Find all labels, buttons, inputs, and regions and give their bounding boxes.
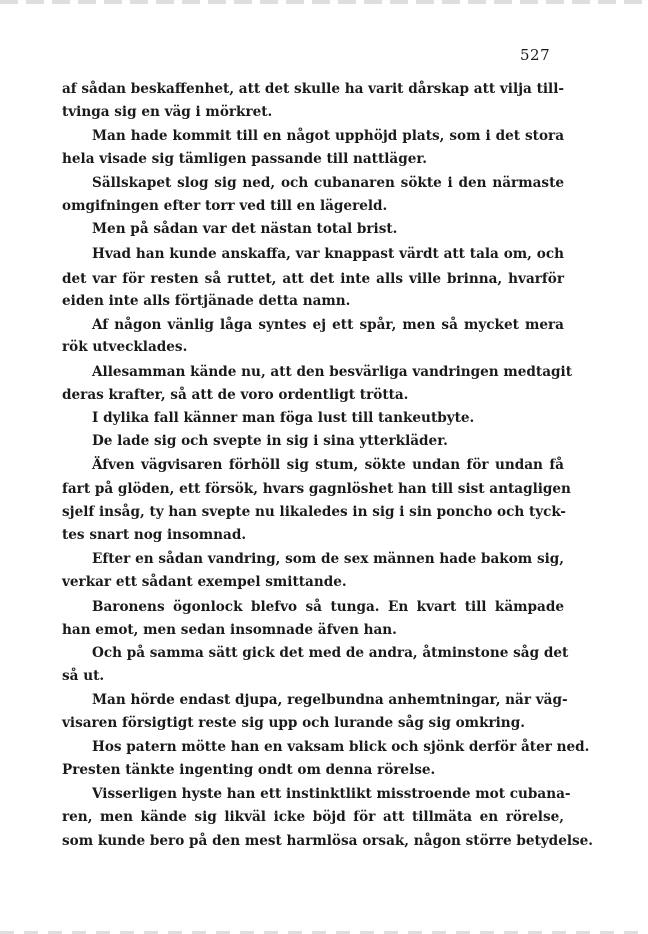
text-line: De lade sig och svepte in sig i sina ytterkläder. xyxy=(92,433,448,449)
scan-top-edge xyxy=(0,0,648,4)
text-line: rök utvecklades. xyxy=(62,339,188,355)
text-line: tvinga sig en väg i mörkret. xyxy=(62,104,273,120)
text-line: deras krafter, så att de voro ordentligt trötta. xyxy=(62,387,409,403)
text-line: verkar ett sådant exempel smittande. xyxy=(62,574,347,590)
text-line: Visserligen hyste han ett instinktlikt misstroende mot cubana- xyxy=(92,786,571,802)
text-line: Och på samma sätt gick det med de andra, åtminstone såg det xyxy=(92,645,569,661)
text-line: Sällskapet slog sig ned, och cubanaren sökte i den närmaste xyxy=(92,175,564,191)
text-line: sjelf insåg, ty han svepte nu likaledes in sig i sin poncho och tyck- xyxy=(62,504,566,520)
text-line: det var för resten så ruttet, att det inte alls ville brinna, hvarför xyxy=(62,271,564,287)
text-line: Hvad han kunde anskaffa, var knappast värdt att tala om, och xyxy=(92,246,564,262)
text-line: så ut. xyxy=(62,668,105,684)
text-line: som kunde bero på den mest harmlösa orsak, någon större betydelse. xyxy=(62,833,594,849)
page-number: 527 xyxy=(520,46,551,64)
text-line: Man hörde endast djupa, regelbundna anhemtningar, när väg- xyxy=(92,692,568,708)
text-line: fart på glöden, ett försök, hvars gagnlöshet han till sist antagligen xyxy=(62,481,571,497)
text-line: tes snart nog insomnad. xyxy=(62,527,247,543)
text-line: Man hade kommit till en något upphöjd plats, som i det stora xyxy=(92,128,564,144)
text-line: han emot, men sedan insomnade äfven han. xyxy=(62,622,397,638)
text-line: Hos patern mötte han en vaksam blick och sjönk derför åter ned. xyxy=(92,739,590,755)
text-line: Af någon vänlig låga syntes ej ett spår, men så mycket mera xyxy=(92,317,564,333)
text-line: Men på sådan var det nästan total brist. xyxy=(92,221,398,237)
text-line: af sådan beskaffenhet, att det skulle ha varit dårskap att vilja till- xyxy=(62,81,564,97)
text-line: visaren försigtigt reste sig upp och lurande såg sig omkring. xyxy=(62,715,525,731)
text-line: ren, men kände sig likväl icke böjd för att tillmäta en rörelse, xyxy=(62,809,564,825)
text-line: Efter en sådan vandring, som de sex männen hade bakom sig, xyxy=(92,551,564,567)
text-line: omgifningen efter torr ved till en lägereld. xyxy=(62,198,388,214)
text-line: Baronens ögonlock blefvo så tunga. En kvart till kämpade xyxy=(92,599,564,615)
text-line: Presten tänkte ingenting ondt om denna rörelse. xyxy=(62,762,436,778)
text-line: Allesamman kände nu, att den besvärliga vandringen medtagit xyxy=(92,364,572,380)
text-line: hela visade sig tämligen passande till nattläger. xyxy=(62,151,427,167)
text-line: eiden inte alls förtjänade detta namn. xyxy=(62,293,351,309)
text-line: Äfven vägvisaren förhöll sig stum, sökte undan för undan få xyxy=(92,457,564,473)
text-line: I dylika fall känner man föga lust till tankeutbyte. xyxy=(92,410,475,426)
